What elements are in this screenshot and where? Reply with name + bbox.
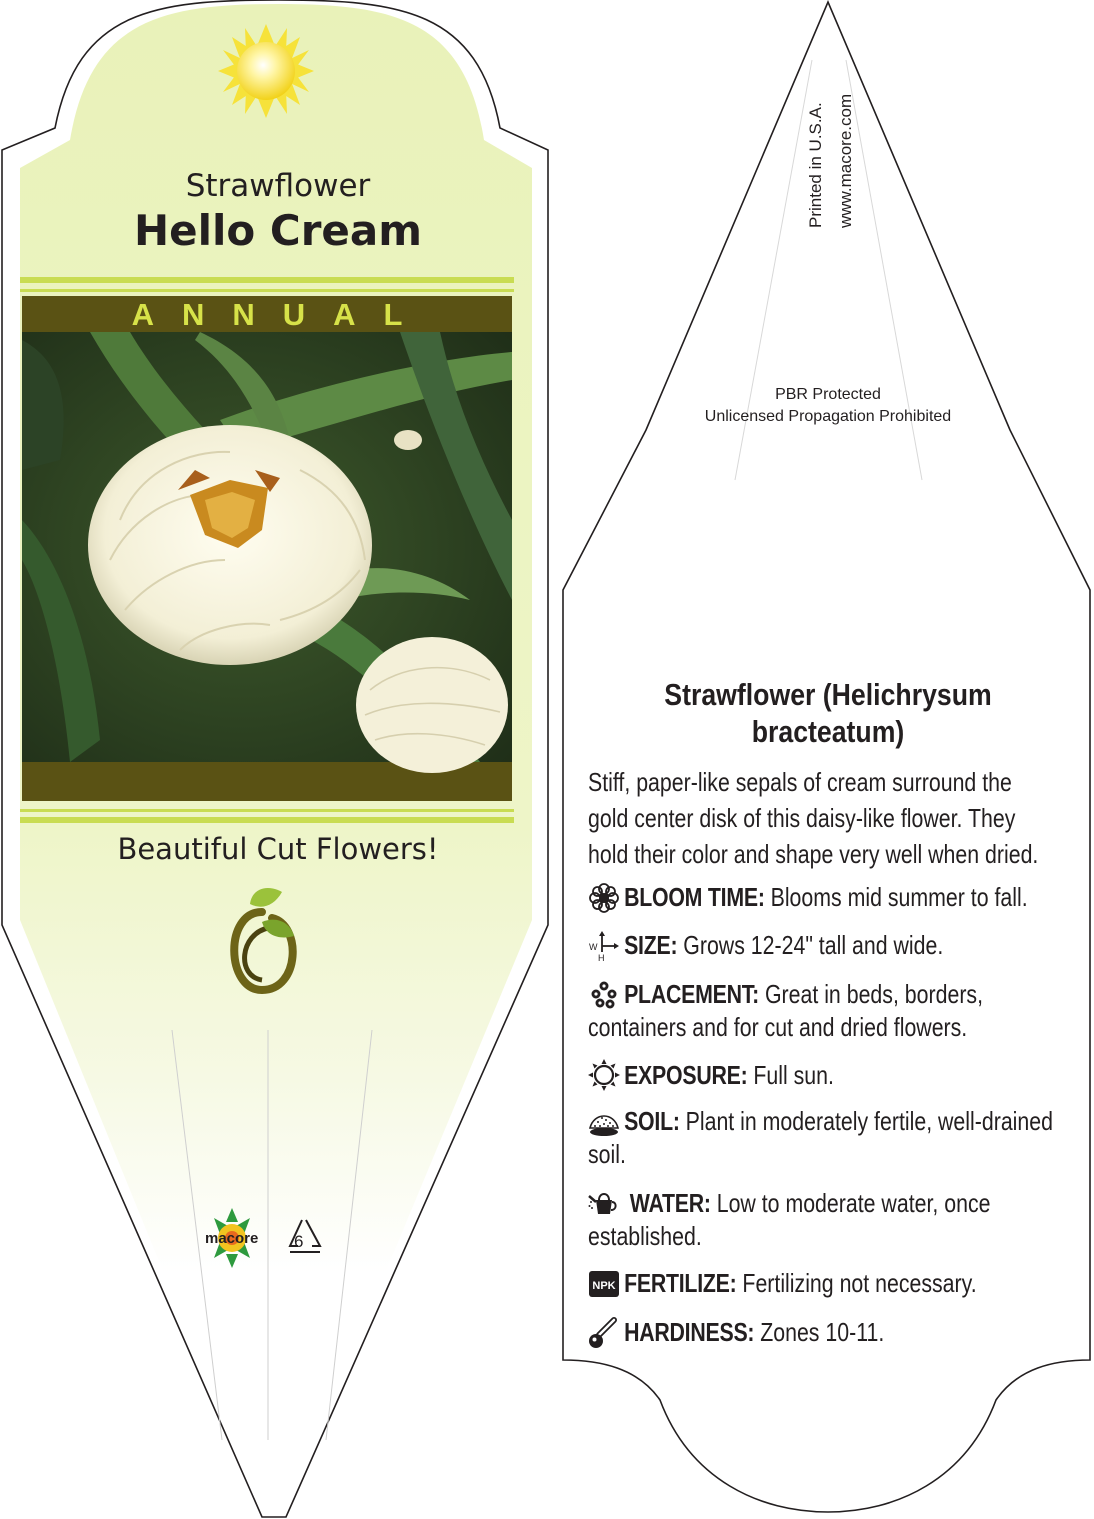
category-label: ANNUAL [131,297,431,332]
sun-icon [588,1059,620,1091]
flower-photo [22,332,512,773]
flower-icon [588,882,620,914]
pbr-notice [660,384,996,428]
website: www.macore.com [836,93,855,228]
attr-placement: PLACEMENT: Great in beds, borders, containers and for cut and dried flowers. [588,979,983,1042]
size-h-letter: H [598,953,605,962]
size-w-letter: W [589,942,598,952]
pbr-line-1: PBR Protected [775,386,881,403]
attr-soil: SOIL: Plant in moderately fertile, well-drained soil. [588,1106,1053,1169]
attr-bloom-time: BLOOM TIME: Blooms mid summer to fall. [624,882,1028,912]
plant-description: Stiff, paper-like sepals of cream surround the gold center disk of this daisy-like flower. They hold their color and shape very well when dried. [588,767,1039,869]
plant-title: Strawflower (Helichrysum bracteatum) [664,677,992,749]
npk-icon [588,1268,620,1300]
size-arrows-icon [588,930,620,962]
thermometer-icon [588,1317,620,1349]
brand-name: macore [205,1230,259,1247]
attr-hardiness: HARDINESS: Zones 10-11. [624,1317,885,1347]
attr-exposure: EXPOSURE: Full sun. [624,1060,834,1090]
npk-label: NPK [592,1280,616,1292]
soil-icon [588,1106,620,1138]
recycle-code: 6 [294,1232,304,1251]
print-info [804,58,864,238]
printed-in: Printed in U.S.A. [806,102,825,228]
attr-size: SIZE: Grows 12-24" tall and wide. [624,930,944,960]
watering-can-icon [588,1188,620,1220]
species-name: Strawflower [185,168,371,204]
placement-flowers-icon [588,979,620,1011]
attr-fertilize: FERTILIZE: Fertilizing not necessary. [624,1268,977,1298]
tagline: Beautiful Cut Flowers! [117,832,439,866]
variety-name: Hello Cream [133,206,423,255]
attr-water: WATER: Low to moderate water, once established. [588,1188,991,1251]
pbr-line-2: Unlicensed Propagation Prohibited [704,408,952,425]
